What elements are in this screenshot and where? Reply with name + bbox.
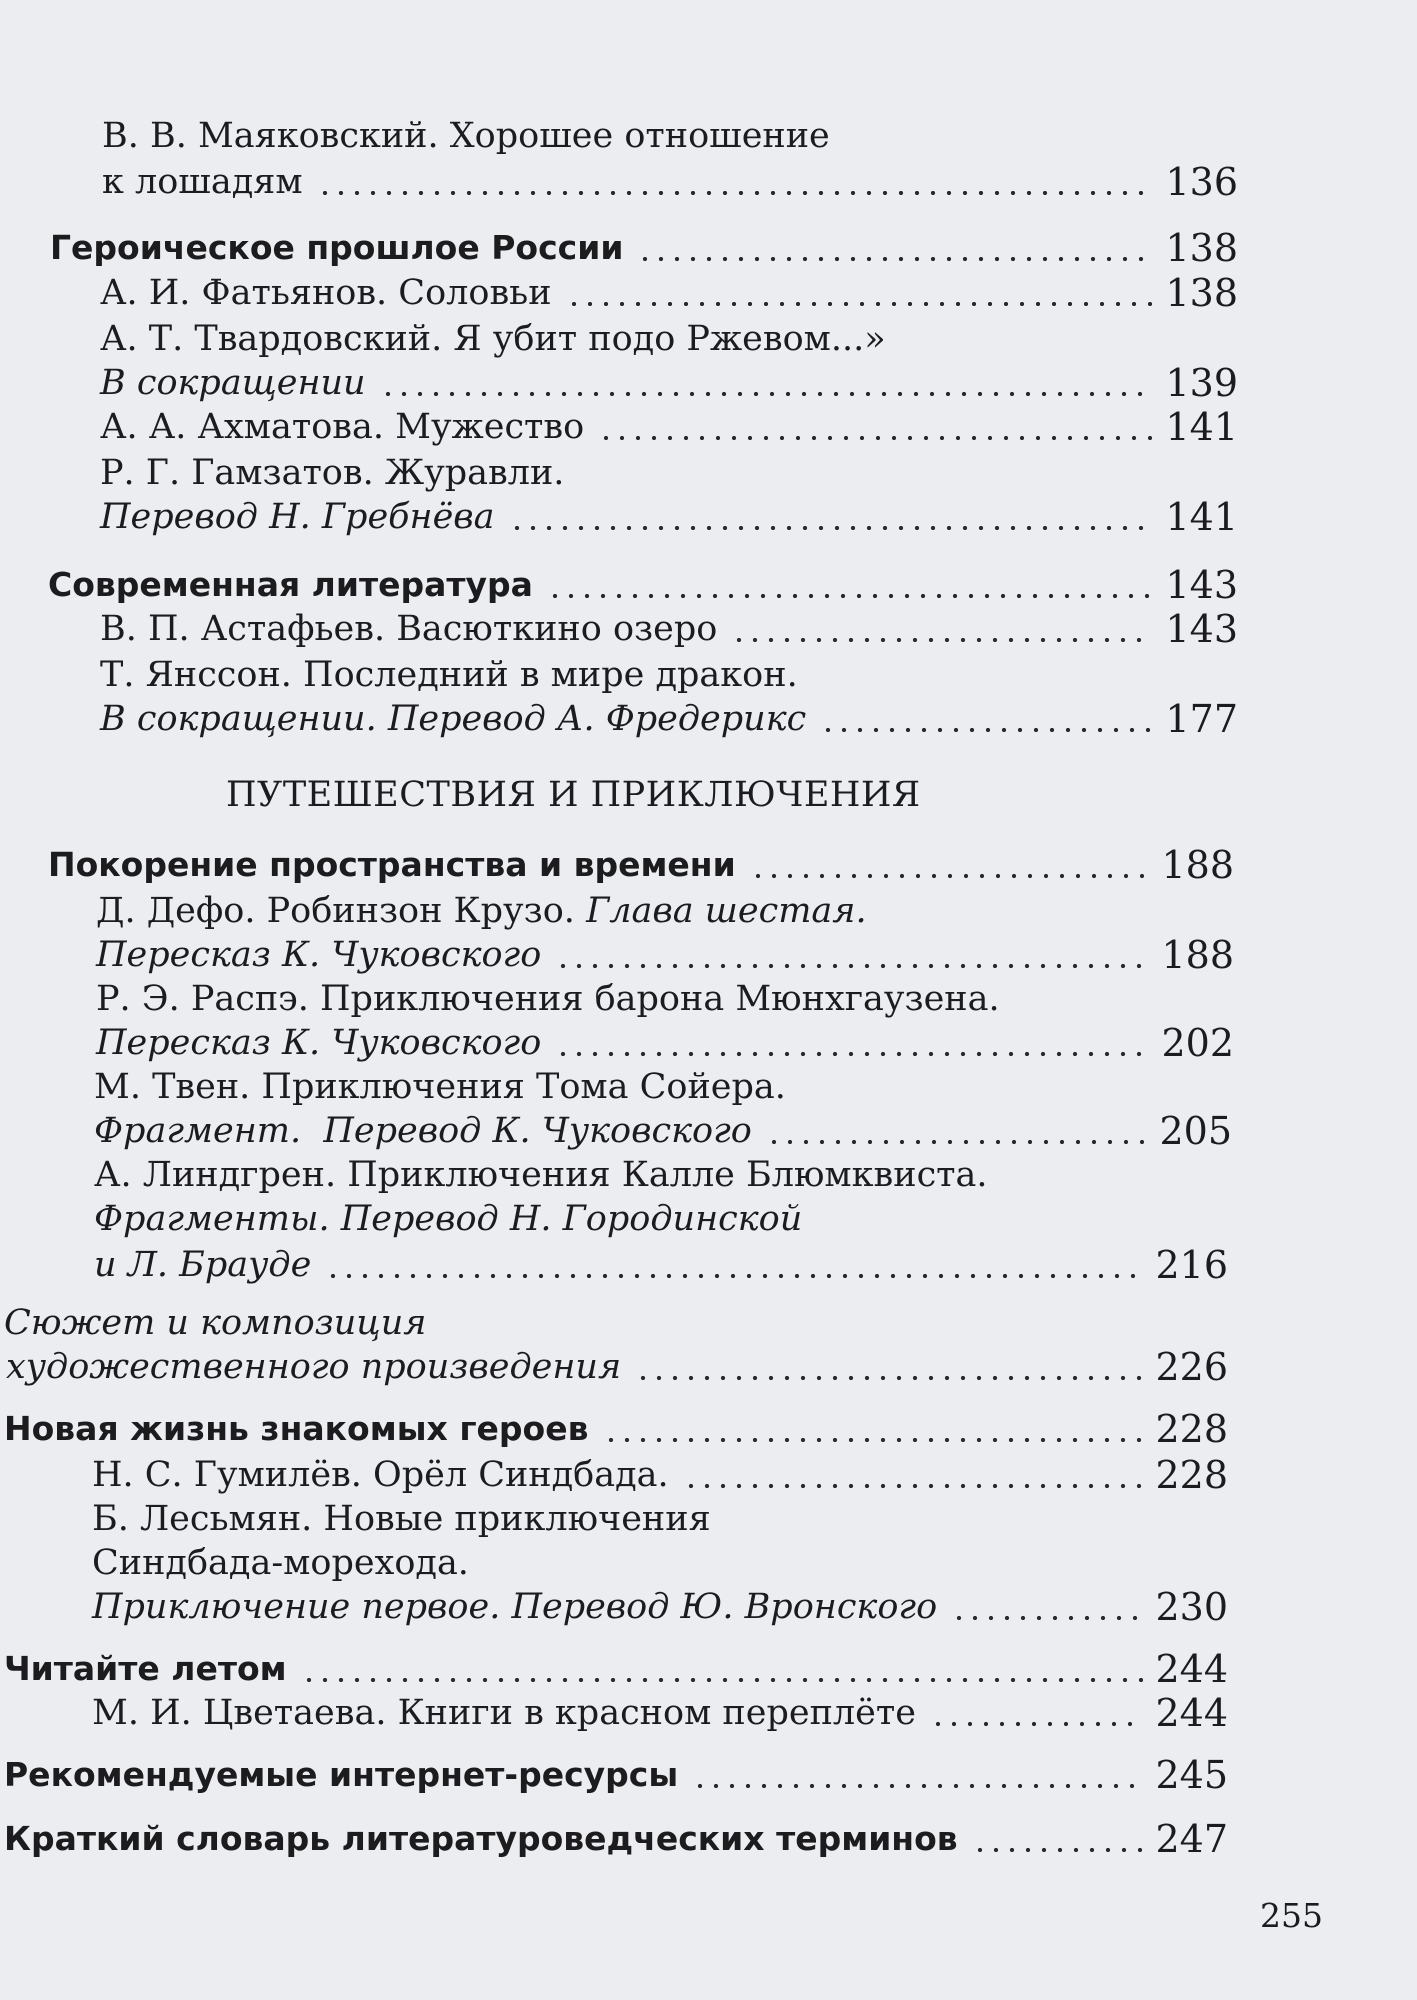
toc-entry-gumilev: [92, 1452, 1228, 1498]
toc-entry-gamzatov: [100, 494, 1238, 540]
entry-note: Приключение первое. Перевод Ю. Вронского: [92, 1587, 938, 1627]
page-ref: 188: [1161, 843, 1234, 887]
page-ref: 247: [1155, 1817, 1228, 1861]
page-ref: 138: [1165, 226, 1238, 270]
page-ref: 228: [1155, 1453, 1228, 1497]
section-title-travel: ПУТЕШЕСТВИЯ И ПРИКЛЮЧЕНИЯ: [226, 775, 921, 815]
page-ref: 143: [1165, 607, 1238, 651]
toc-entry-mayakovsky-line2: к лошадям: [102, 162, 303, 202]
toc-entry-fatyanov: [100, 270, 1238, 316]
entry-text: Н. С. Гумилёв. Орёл Синдбада.: [92, 1455, 669, 1495]
toc-entry-plot-line1: Сюжет и композиция: [4, 1303, 427, 1343]
toc-entry-defoe: [96, 932, 1234, 978]
toc-entry-jansson-line1: Т. Янссон. Последний в мире дракон.: [100, 655, 798, 695]
entry-text: М. И. Цветаева. Книги в красном переплёте: [92, 1693, 916, 1733]
dot-leader: [766, 1108, 1148, 1154]
toc-entry-twain-line1: М. Твен. Приключения Тома Сойера.: [94, 1067, 786, 1107]
page-ref: 143: [1165, 563, 1238, 607]
dot-leader: [566, 270, 1154, 316]
page-ref: 226: [1155, 1345, 1228, 1389]
page-ref: 141: [1165, 495, 1238, 539]
toc-entry-gamzatov-line1: Р. Г. Гамзатов. Журавли.: [100, 453, 565, 493]
page-ref: 177: [1165, 697, 1238, 741]
entry-text: А. И. Фатьянов. Соловьи: [100, 273, 552, 313]
entry-note: Перевод Н. Гребнёва: [100, 497, 495, 537]
toc-entry-lindgren: [94, 1242, 1228, 1288]
entry-note: художественного произведения: [6, 1347, 622, 1387]
page-ref: 138: [1165, 271, 1238, 315]
toc-heading-newlife: [4, 1406, 1228, 1452]
toc-entry-tsvetaeva: [92, 1690, 1228, 1736]
entry-note: Пересказ К. Чуковского: [96, 1023, 542, 1063]
toc-entry-twain: [94, 1108, 1232, 1154]
dot-leader: [635, 1344, 1143, 1390]
toc-entry-astafiev: [100, 606, 1238, 652]
page-ref: 230: [1155, 1585, 1228, 1629]
page-number: 255: [1260, 1896, 1323, 1935]
toc-heading-heroic: [50, 225, 1238, 271]
entry-text: А. А. Ахматова. Мужество: [100, 407, 585, 447]
heading-title: Читайте летом: [4, 1649, 287, 1688]
toc-entry-lindgren-line2: Фрагменты. Перевод Н. Городинской: [94, 1199, 803, 1239]
toc-entry-tvardovsky-line1: А. Т. Твардовский. Я убит подо Ржевом...»: [100, 319, 886, 359]
page-ref: 228: [1155, 1407, 1228, 1451]
dot-leader: [731, 606, 1153, 652]
toc-entry-jansson: [100, 696, 1238, 742]
heading-title: Краткий словарь литературоведческих терминов: [4, 1819, 958, 1858]
dot-leader: [555, 1020, 1149, 1066]
page-ref: 244: [1155, 1647, 1228, 1691]
dot-leader: [951, 1584, 1143, 1630]
page-ref: 136: [1165, 160, 1238, 204]
toc-entry-raspe-line1: Р. Э. Распэ. Приключения барона Мюнхгаузена.: [96, 979, 1000, 1019]
toc-heading-summer: [4, 1646, 1228, 1692]
entry-note: В сокращении: [100, 363, 366, 403]
entry-note: Фрагмент. Перевод К. Чуковского: [94, 1111, 752, 1151]
dot-leader: [750, 842, 1150, 888]
dot-leader: [301, 1646, 1144, 1692]
toc-heading-modern: [48, 562, 1238, 608]
page-ref: 205: [1159, 1109, 1232, 1153]
heading-title: Современная литература: [48, 565, 533, 604]
toc-entry-akhmatova: [100, 404, 1238, 450]
dot-leader: [509, 494, 1154, 540]
page-ref: 202: [1161, 1021, 1234, 1065]
dot-leader: [325, 1242, 1143, 1288]
dot-leader: [555, 932, 1149, 978]
page-ref: 216: [1155, 1243, 1228, 1287]
entry-author-title: Д. Дефо. Робинзон Крузо.: [96, 891, 575, 931]
toc-entry-lesmian-line2: Синдбада-морехода.: [92, 1543, 469, 1583]
heading-title: Новая жизнь знакомых героев: [4, 1409, 589, 1448]
dot-leader: [547, 562, 1154, 608]
entry-chapter: Глава шестая.: [586, 891, 867, 931]
toc-entry-raspe: [96, 1020, 1234, 1066]
dot-leader: [930, 1690, 1144, 1736]
dot-leader: [603, 1406, 1144, 1452]
entry-text: В. П. Астафьев. Васюткино озеро: [100, 609, 718, 649]
heading-title: Героическое прошлое России: [50, 228, 624, 267]
dot-leader: [317, 159, 1154, 205]
toc-entry-lindgren-line1: А. Линдгрен. Приключения Калле Блюмквиста.: [94, 1155, 988, 1195]
toc-entry-lesmian-line1: Б. Лесьмян. Новые приключения: [92, 1499, 711, 1539]
toc-heading-dictionary: [4, 1816, 1228, 1862]
toc-entry-mayakovsky-line1: В. В. Маяковский. Хорошее отношение: [102, 116, 830, 156]
toc-entry-lesmian: [92, 1584, 1228, 1630]
dot-leader: [692, 1752, 1143, 1798]
page-ref: 139: [1165, 361, 1238, 405]
page-ref: 141: [1165, 405, 1238, 449]
toc-entry-plot: [6, 1344, 1228, 1390]
page-ref: 188: [1161, 933, 1234, 977]
toc-entry-defoe-line1: [96, 888, 867, 934]
dot-leader: [972, 1816, 1144, 1862]
dot-leader: [683, 1452, 1144, 1498]
entry-note: Пересказ К. Чуковского: [96, 935, 542, 975]
entry-note: и Л. Брауде: [94, 1245, 312, 1285]
page-ref: 244: [1155, 1691, 1228, 1735]
dot-leader: [637, 225, 1153, 271]
dot-leader: [380, 360, 1154, 406]
dot-leader: [598, 404, 1153, 450]
dot-leader: [820, 696, 1153, 742]
entry-note: В сокращении. Перевод А. Фредерикс: [100, 699, 807, 739]
toc-heading-conquest: [48, 842, 1234, 888]
toc-entry-tvardovsky: [100, 360, 1238, 406]
toc-heading-internet: [4, 1752, 1228, 1798]
page-ref: 245: [1155, 1753, 1228, 1797]
toc-entry-mayakovsky: [102, 159, 1238, 205]
heading-title: Рекомендуемые интернет-ресурсы: [4, 1755, 679, 1794]
heading-title: Покорение пространства и времени: [48, 845, 736, 884]
